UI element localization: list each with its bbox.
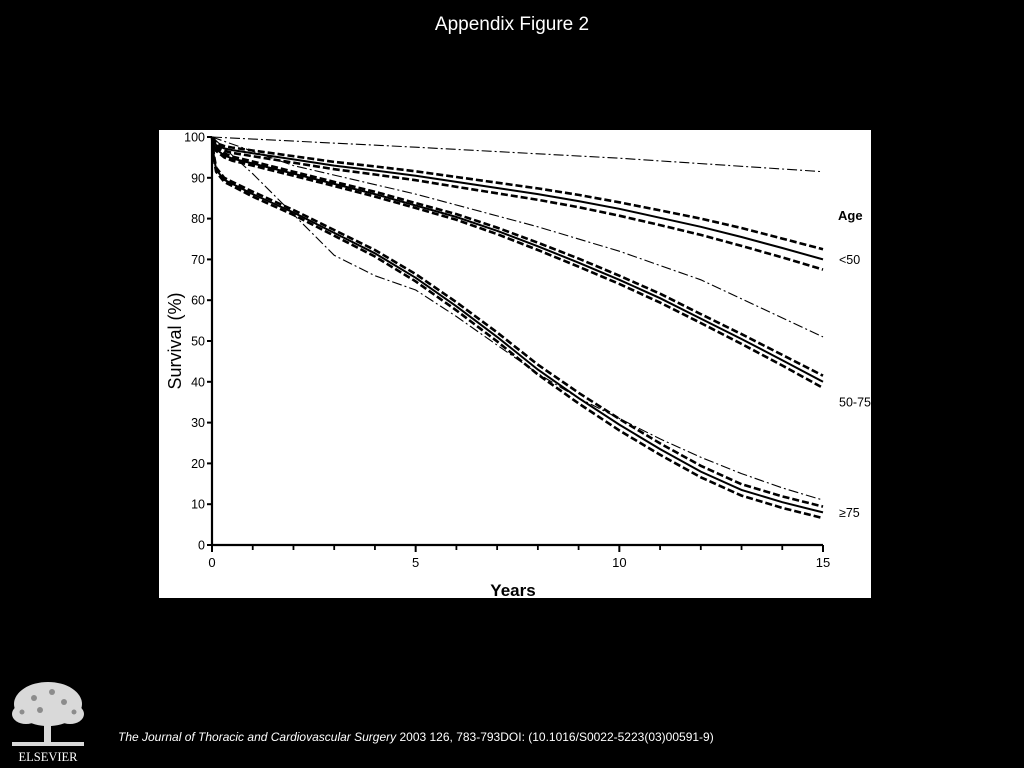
citation-journal: The Journal of Thoracic and Cardiovascular Surgery (118, 730, 397, 744)
x-axis-label: Years (490, 581, 536, 598)
y-tick-label-10: 10 (191, 497, 205, 512)
y-tick-label-80: 80 (191, 212, 205, 227)
survival-chart-panel (159, 130, 871, 598)
ci-upper-lt50 (212, 137, 823, 249)
elsevier-logo (8, 680, 88, 764)
series-label-50-75: 50-75 (839, 395, 871, 410)
ci-upper-ge75 (212, 137, 823, 507)
y-tick-label-30: 30 (191, 416, 205, 431)
y-tick-label-50: 50 (191, 334, 205, 349)
reference-curve-lt50 (212, 137, 823, 172)
citation (118, 730, 714, 744)
y-tick-label-20: 20 (191, 456, 205, 471)
series-label-layer (839, 253, 871, 520)
y-tick-label-70: 70 (191, 252, 205, 267)
y-tick-label-90: 90 (191, 171, 205, 186)
logo-tree-canopy-left (12, 704, 40, 724)
y-axis-label: Survival (%) (165, 292, 185, 390)
x-tick-label-10: 10 (612, 555, 627, 570)
logo-text: ELSEVIER (18, 750, 78, 764)
reference-curve-50-75 (212, 137, 823, 337)
y-tick-label-0: 0 (198, 538, 205, 553)
axes-layer (184, 131, 830, 571)
y-tick-label-60: 60 (191, 293, 205, 308)
estimate-curve-ge75 (212, 137, 823, 512)
y-tick-label-40: 40 (191, 375, 205, 390)
x-tick-group (208, 544, 830, 570)
x-tick-label-0: 0 (208, 555, 216, 570)
logo-ground (12, 742, 84, 746)
logo-tree-canopy-right (56, 704, 84, 724)
y-tick-label-100: 100 (184, 130, 205, 145)
estimate-curve-layer (212, 137, 823, 512)
confidence-band-layer (212, 137, 823, 518)
x-tick-label-5: 5 (412, 555, 420, 570)
y-tick-group (184, 131, 212, 553)
series-label-lt50: <50 (839, 252, 861, 267)
series-label-ge75: ≥75 (839, 505, 860, 520)
survival-chart (159, 130, 871, 598)
citation-details: 2003 126, 783-793DOI: (10.1016/S0022-5223(03)00591-9) (396, 730, 714, 744)
x-tick-label-15: 15 (815, 555, 831, 570)
legend-title: Age (838, 208, 863, 223)
slide-title: Appendix Figure 2 (434, 14, 590, 35)
ci-lower-ge75 (212, 137, 823, 518)
